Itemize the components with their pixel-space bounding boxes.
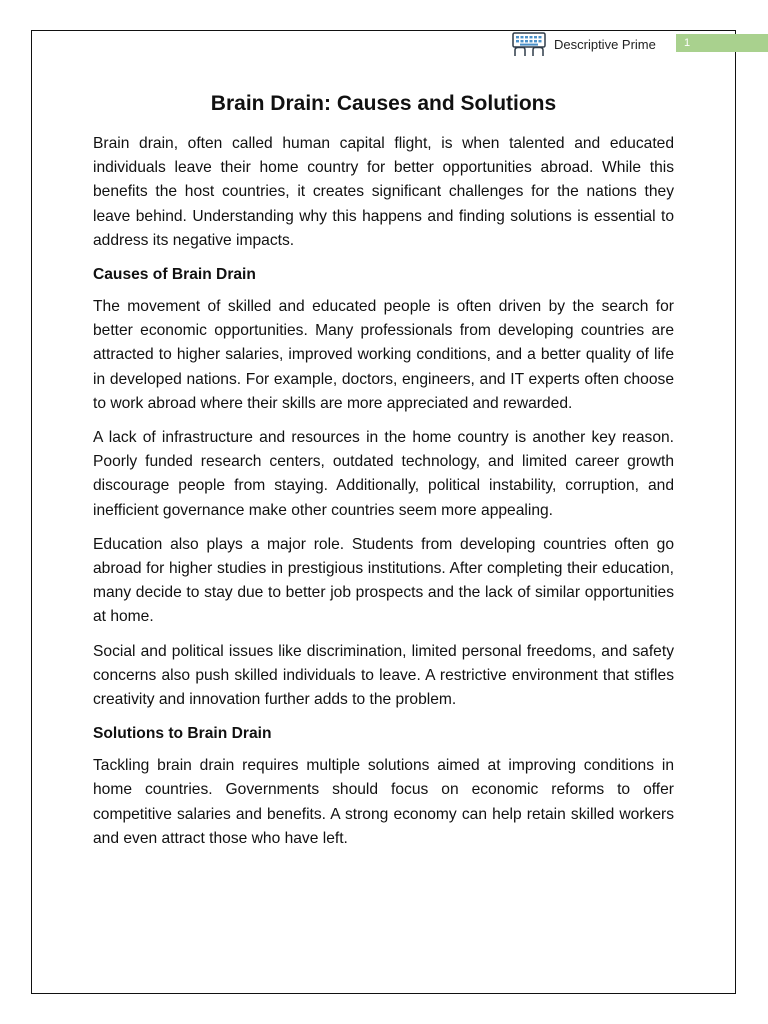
brand-name: Descriptive Prime <box>554 36 656 52</box>
document-title: Brain Drain: Causes and Solutions <box>210 92 557 115</box>
causes-paragraph-2: A lack of infrastructure and resources in the home country is another key reason. Poorly funded research centers, outdated technology, and limited career growth discourage people from staying. Additionally, political instability, corruption, and inefficient governance make other countries seem more appealing. <box>93 429 674 519</box>
solutions-paragraph-1: Tackling brain drain requires multiple solutions aimed at improving conditions in home countries. Governments should focus on economic reforms to offer competitive salaries and benefits. A strong economy can help retain skilled workers and even attract those who have left. <box>93 757 674 847</box>
page-number-tab <box>676 34 768 52</box>
causes-paragraph-3: Education also plays a major role. Students from developing countries often go abroad for higher studies in prestigious institutions. After completing their education, many decide to stay due to better job prospects and the lack of similar opportunities at home. <box>93 535 674 626</box>
page-number: 1 <box>684 37 691 49</box>
solutions-heading: Solutions to Brain Drain <box>93 725 272 743</box>
intro-paragraph: Brain drain, often called human capital flight, is when talented and educated individuals leave their home country for better opportunities abroad. While this benefits the host countries, it creates significant challenges for the nations they leave behind. Understanding why this happens and finding solutions is essential to address its negative impacts. <box>93 135 674 249</box>
causes-paragraph-4: Social and political issues like discrimination, limited personal freedoms, and safety concerns also push skilled individuals to leave. A restrictive environment that stifles creativity and innovation further adds to the problem. <box>93 642 674 709</box>
page-header <box>510 31 656 57</box>
causes-paragraph-1: The movement of skilled and educated people is often driven by the search for better economic opportunities. Many professionals from developing countries are attracted to higher salaries, improved working conditions, and a better quality of life in developed nations. For example, doctors, engineers, and IT experts often choose to work abroad where their skills are more appreciated and rewarded. <box>93 298 674 412</box>
document-body <box>93 90 674 861</box>
causes-heading: Causes of Brain Drain <box>93 266 256 284</box>
keyboard-hands-icon <box>510 31 548 57</box>
